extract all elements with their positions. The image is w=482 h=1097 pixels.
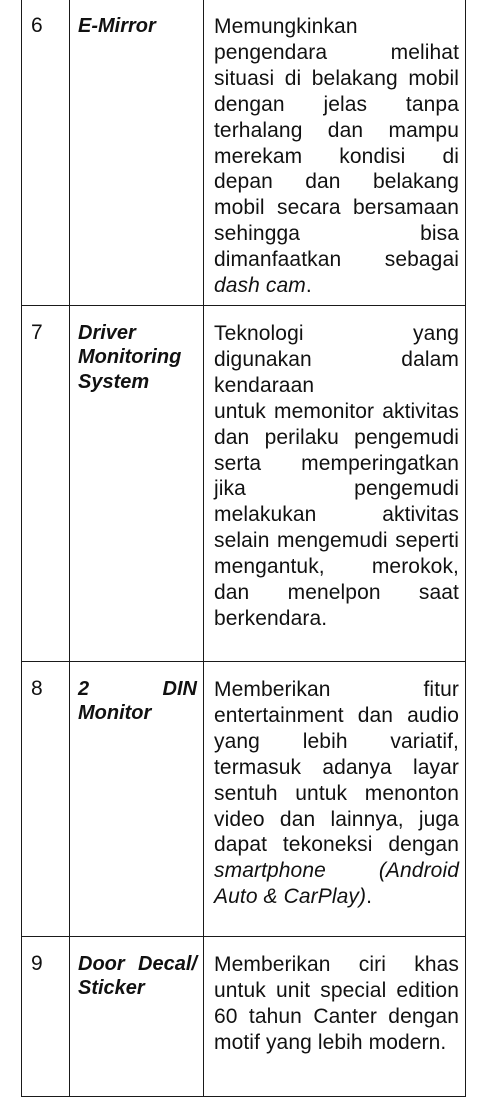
feature-name: Driver Monitoring System xyxy=(70,305,204,661)
row-number: 8 xyxy=(22,661,70,936)
description-text: Memberikan ciri khas untuk unit special edition 60 tahun Canter dengan motif yang lebih modern. xyxy=(214,952,459,1054)
feature-name: 2 DIN Monitor xyxy=(70,661,204,936)
feature-name: Door Decal/ Sticker xyxy=(70,936,204,1096)
description-text: . xyxy=(366,885,372,909)
feature-description xyxy=(204,305,466,661)
feature-description xyxy=(204,661,466,936)
feature-description xyxy=(204,936,466,1096)
description-text: Teknologi yang digunakan dalam kendaraan xyxy=(214,321,459,397)
feature-table xyxy=(21,0,466,1097)
feature-table-container xyxy=(21,0,465,1097)
table-row xyxy=(22,936,466,1096)
description-text-italic: smartphone (Android Auto & CarPlay) xyxy=(214,859,459,909)
feature-name: E-Mirror xyxy=(70,0,204,305)
row-number: 7 xyxy=(22,305,70,661)
description-text: untuk memonitor aktivitas dan perilaku pengemudi serta memperingatkan jika pengemudi melakukan aktivitas selain mengemudi seperti mengantuk, merokok, dan menelpon saat berkendara. xyxy=(214,399,459,630)
description-text-italic: dash cam xyxy=(214,274,306,298)
table-row xyxy=(22,305,466,661)
description-text: Memberikan fitur entertainment dan audio yang lebih variatif, termasuk adanya layar sentuh untuk menonton video dan lainnya, juga dapat tekoneksi dengan xyxy=(214,677,459,857)
description-text: . xyxy=(305,274,312,298)
table-row xyxy=(22,661,466,936)
description-text: Memungkinkan pengendara melihat situasi di belakang mobil dengan jelas tanpa terhalang dan mampu merekam kondisi di depan dan belakang mobil secara bersamaan sehingga bisa dimanfaatkan sebagai xyxy=(214,15,459,272)
feature-description xyxy=(204,0,466,305)
table-row xyxy=(22,0,466,305)
row-number: 9 xyxy=(22,936,70,1096)
row-number: 6 xyxy=(22,0,70,305)
